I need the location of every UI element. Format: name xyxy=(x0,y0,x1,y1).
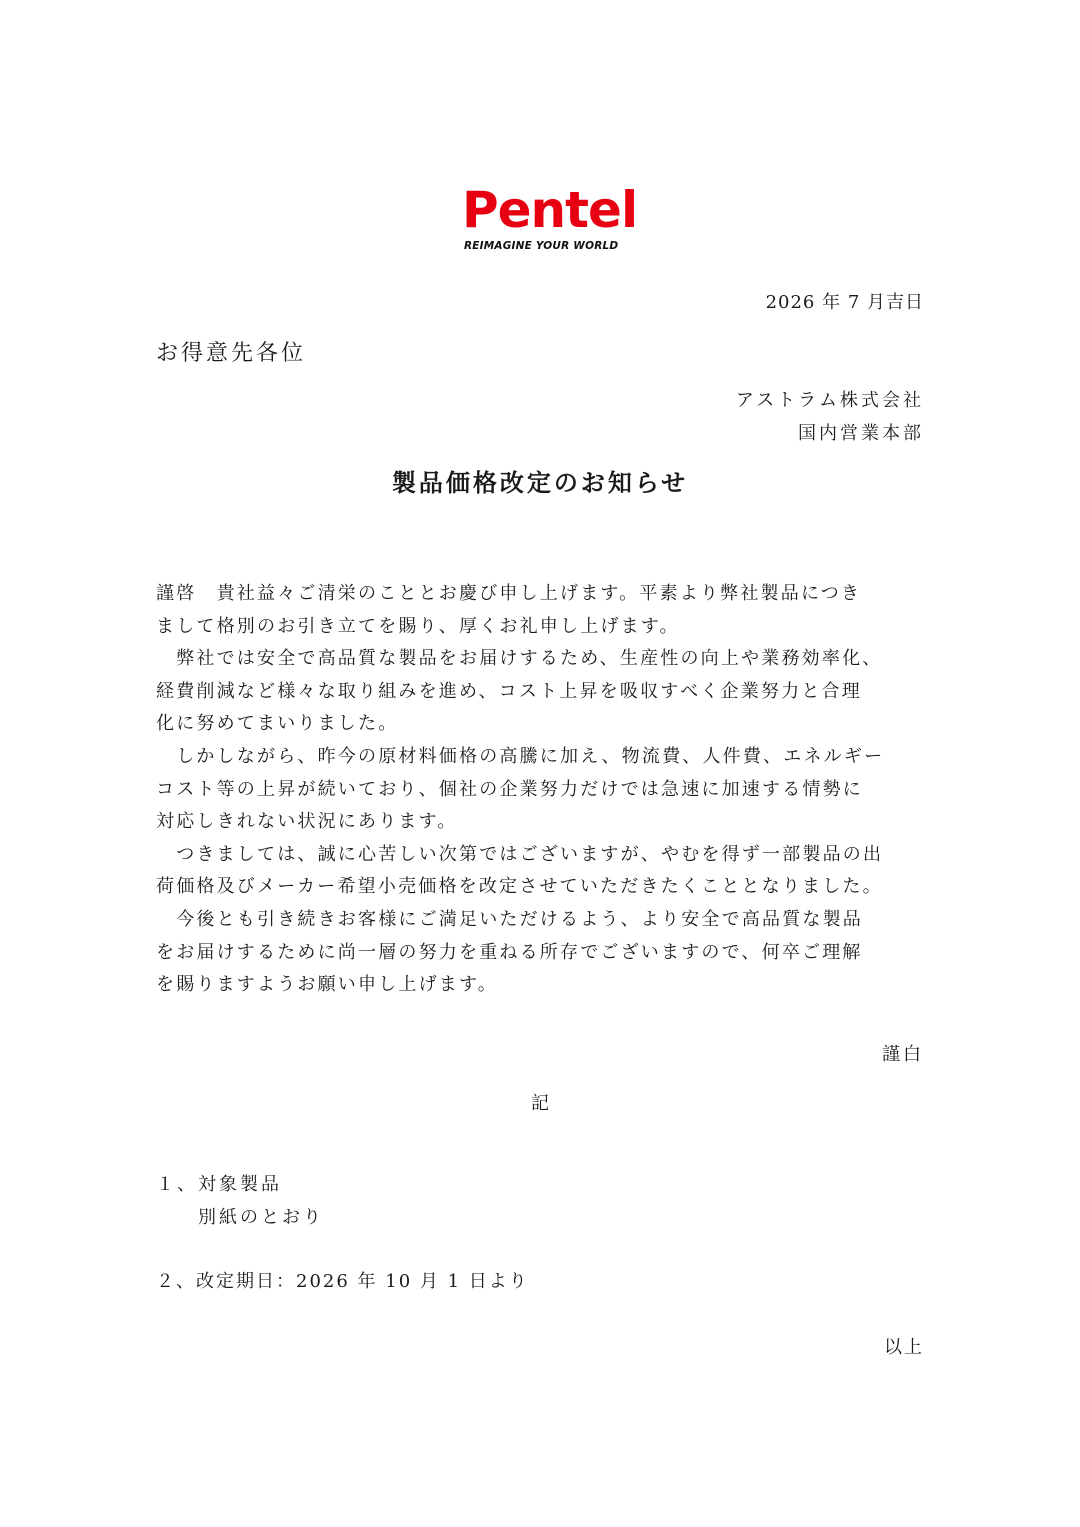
sender-department: 国内営業本部 xyxy=(798,423,924,444)
body-line: つきましては、誠に心苦しい次第ではございますが、やむを得ず一部製品の出 xyxy=(156,843,884,865)
body-line: をお届けするために尚一層の努力を重ねる所存でございますので、何卒ご理解 xyxy=(156,941,863,963)
body-line: 弊社では安全で高品質な製品をお届けするため、生産性の向上や業務効率化、 xyxy=(156,648,883,670)
end-mark: 以上 xyxy=(884,1337,924,1358)
item-target-products-label: １、対象製品 xyxy=(156,1174,282,1195)
item-target-products-value: 別紙のとおり xyxy=(198,1207,324,1228)
body-line: 化に努めてまいりました。 xyxy=(156,713,399,735)
body-line: 謹啓 貴社益々ご清栄のこととお慶び申し上げます。平素より弊社製品につき xyxy=(156,583,862,604)
document-title: 製品価格改定のお知らせ xyxy=(391,468,689,497)
letter-body xyxy=(156,578,926,1002)
sender-company: アストラム株式会社 xyxy=(735,390,924,411)
closing-phrase: 謹白 xyxy=(882,1044,924,1065)
item-revision-date: ２、改定期日：2026 年 10 月 1 日より xyxy=(156,1271,529,1292)
addressee: お得意先各位 xyxy=(156,341,307,366)
body-line: 経費削減など様々な取り組みを進め、コスト上昇を吸収すべく企業努力と合理 xyxy=(156,680,862,702)
body-line: コスト等の上昇が続いており、個社の企業努力だけでは急速に加速する情勢に xyxy=(156,778,863,800)
body-line: 荷価格及びメーカー希望小売価格を改定させていただきたくこととなりました。 xyxy=(156,876,883,898)
body-line: を賜りますようお願い申し上げます。 xyxy=(156,974,498,996)
logo-wordmark: Pentel xyxy=(462,181,638,239)
body-line: 対応しきれない状況にあります。 xyxy=(156,811,458,833)
logo-tagline: REIMAGINE YOUR WORLD xyxy=(464,240,619,252)
body-line: しかしながら、昨今の原材料価格の高騰に加え、物流費、人件費、エネルギー xyxy=(156,745,885,767)
body-line: 今後とも引き続きお客様にご満足いただけるよう、より安全で高品質な製品 xyxy=(156,908,863,930)
body-line: まして格別のお引き立てを賜り、厚くお礼申し上げます。 xyxy=(156,615,680,637)
document-date: 2026 年 7 月吉日 xyxy=(765,292,924,313)
ki-heading: 記 xyxy=(531,1093,549,1114)
pentel-logo xyxy=(462,181,638,260)
